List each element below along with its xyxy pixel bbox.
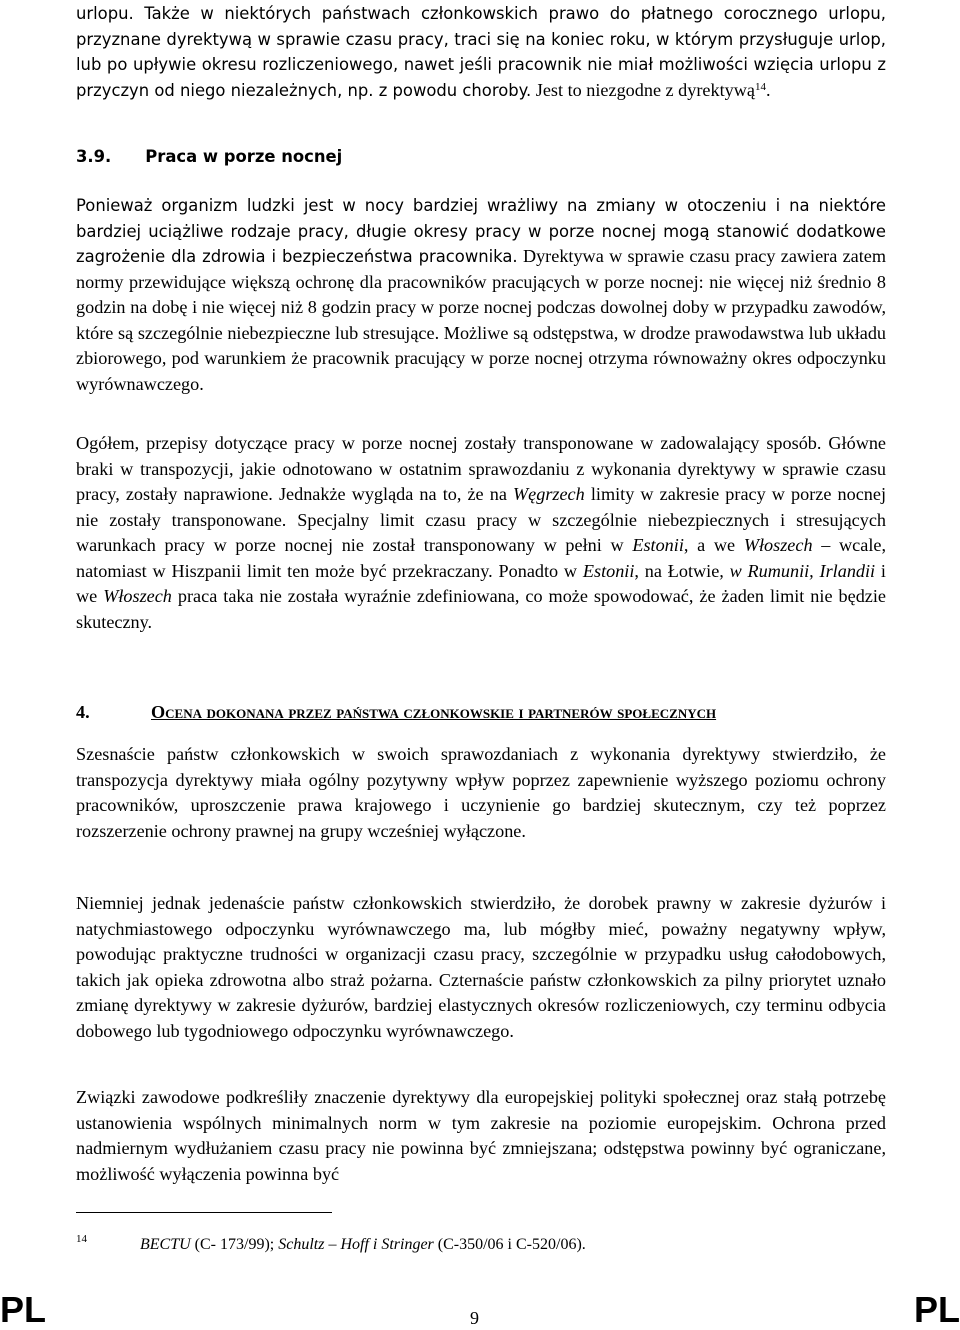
paragraph-leave-carryover: urlopu. Także w niektórych państwach członkowskich prawo do płatnego corocznego urlopu, przyznane dyrektywą w sprawie czasu pracy, traci się na koniec roku, w którym przysługuje urlop, lub po upływie okresu rozliczeniowego, nawet jeśli pracownik nie miał możliwości wzięcia urlopu z przyczyn od niego niezależnych, np. z powodu choroby. Jest to niezgodne z dyrektywą$^{14}$. xyxy=(76,4,886,100)
footnote-ref-14[interactable]: 14 xyxy=(754,80,766,93)
paragraph-sixteen-states: Szesnaście państw członkowskich w swoich sprawozdaniach z wykonania dyrektywy stwierdziło, że transpozycja dyrektywy miała ogólny pozytywny wpływ poprzez zapewnienie wyższego poziomu ochrony pracowników, uproszczenie prawa krajowego i uczynienie go bardziej skutecznym, czy też poprzez rozszerzenie ochrony prawnej na grupy wcześniej wyłączone. xyxy=(76,744,886,841)
footer-language-right: PL xyxy=(913,1289,960,1330)
paragraph-night-work-transposition: Ogółem, przepisy dotyczące pracy w porze nocnej zostały transponowane w zadowalający sposób. Główne braki w transpozycji, jakie odnotowano w ostatnim sprawozdaniu z wykonania dyrektywy w sprawie czasu pracy, zostały naprawione. Jednakże wygląda na to, że na Węgrzech limity w zakresie pracy w porze nocnej nie zostały transponowane. Specjalny limit czasu pracy w szczególnie niebezpiecznych i stresujących warunkach pracy w porze nocnej nie został transponowany w pełni w Estonii, a we Włoszech – wcale, natomiast w Hiszpanii limit ten może być przekraczany. Ponadto w Estonii, na Łotwie, w Rumunii, Irlandii i we Włoszech praca taka nie została wyraźnie zdefiniowana, co może spowodować, że żaden limit nie będzie skuteczny. xyxy=(76,433,887,632)
footer-language-left: PL xyxy=(0,1289,47,1330)
footnote-text: BECTU (C- 173/99); Schultz – Hoff i Stringer (C-350/06 i C-520/06). xyxy=(140,1236,586,1253)
footnote-separator xyxy=(76,1212,332,1213)
paragraph-night-work: Ponieważ organizm ludzki jest w nocy bardziej wrażliwy na zmiany w otoczeniu i na niektóre bardziej uciążliwe rodzaje pracy, długie okresy pracy w porze nocnej mogą stanowić dodatkowe zagrożenie dla zdrowia i bezpieczeństwa pracownika. Dyrektywa w sprawie czasu pracy zawiera zatem normy przewidujące większą ochronę dla pracowników pracujących w porze nocnej: nie więcej niż średnio 8 godzin na dobę i nie więcej niż 8 godzin pracy w porze nocnej podczas dowolnej doby w przypadku zawodów, które są szczególnie niebezpieczne lub stresujące. Możliwe są odstępstwa, w drodze prawodawstwa lub układu zbiorowego, pod warunkiem że pracownik pracujący w porze nocnej otrzyma równoważny okres odpoczynku wyrównawczego. xyxy=(76,196,887,394)
page-number: 9 xyxy=(470,1308,479,1328)
paragraph-trade-unions: Związki zawodowe podkreśliły znaczenie dyrektywy dla europejskiej polityki społecznej oraz stałą potrzebę ustanowienia wspólnych minimalnych norm w tym zakresie na poziomie europejskim. Ochrona przed nadmiernym wydłużaniem czasu pracy nie powinna być zmniejszana; odstępstwa powinny być ograniczane, możliwość wyłączenia powinna być xyxy=(76,1087,886,1184)
footnote-number: 14 xyxy=(76,1233,87,1245)
paragraph-eleven-states: Niemniej jednak jedenaście państw członkowskich stwierdziło, że dorobek prawny w zakresie dyżurów i natychmiastowego odpoczynku wyrównawczego ma, lub mógłby mieć, poważny negatywny wpływ, powodując praktyczne trudności w organizacji czasu pracy, szczególnie w przypadku usług całodobowych, takich jak opieka zdrowotna albo straż pożarna. Czternaście państw członkowskich za pilny priorytet uznało zmianę dyrektywy w zakresie dyżurów, bardziej elastycznych okresów rozliczeniowych, czy terminu odbycia dobowego lub tygodniowego odpoczynku wyrównawczego. xyxy=(76,893,886,1041)
section-heading-4: 4. Ocena dokonana przez państwa członkowskie i partnerów społecznych xyxy=(76,702,717,722)
section-heading-3-9: 3.9. Praca w porze nocnej xyxy=(76,147,343,166)
